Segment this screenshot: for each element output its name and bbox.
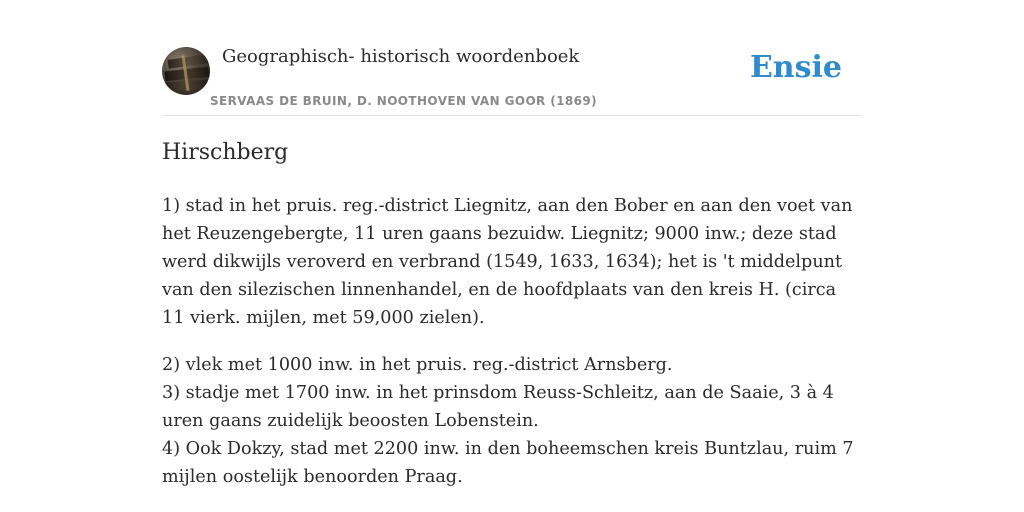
definition-paragraph-2 bbox=[162, 351, 862, 491]
entry-title: Hirschberg bbox=[162, 140, 289, 165]
ensie-logo[interactable]: Ensie bbox=[749, 50, 842, 85]
book-header bbox=[162, 0, 862, 116]
book-thumbnail-icon[interactable] bbox=[162, 47, 210, 95]
definition-item-3: 3) stadje met 1700 inw. in het prinsdom Reuss-Schleitz, aan de Saaie, 3 à 4 uren gaans zuidelijk beoosten Lobenstein. bbox=[162, 383, 834, 431]
definition-paragraph-1: 1) stad in het pruis. reg.-district Liegnitz, aan den Bober en aan den voet van het Reuzengebergte, 11 uren gaans bezuidw. Liegnitz; 9000 inw.; deze stad werd dikwijls veroverd en verbrand (1549, 1633, 1634); het is 't middelpunt van den silezischen linnenhandel, en de hoofdplaats van den kreis H. (circa 11 vierk. mijlen, met 59,000 zielen). bbox=[162, 196, 853, 328]
definition-item-4: 4) Ook Dokzy, stad met 2200 inw. in den boheemschen kreis Buntzlau, ruim 7 mijlen oostelijk benoorden Praag. bbox=[162, 439, 854, 487]
book-title-link[interactable]: Geographisch- historisch woordenboek bbox=[222, 46, 580, 67]
book-author: SERVAAS DE BRUIN, D. NOOTHOVEN VAN GOOR (1869) bbox=[210, 94, 598, 108]
definition-item-2: 2) vlek met 1000 inw. in het pruis. reg.-district Arnsberg. bbox=[162, 355, 673, 375]
entry-content bbox=[162, 192, 862, 510]
